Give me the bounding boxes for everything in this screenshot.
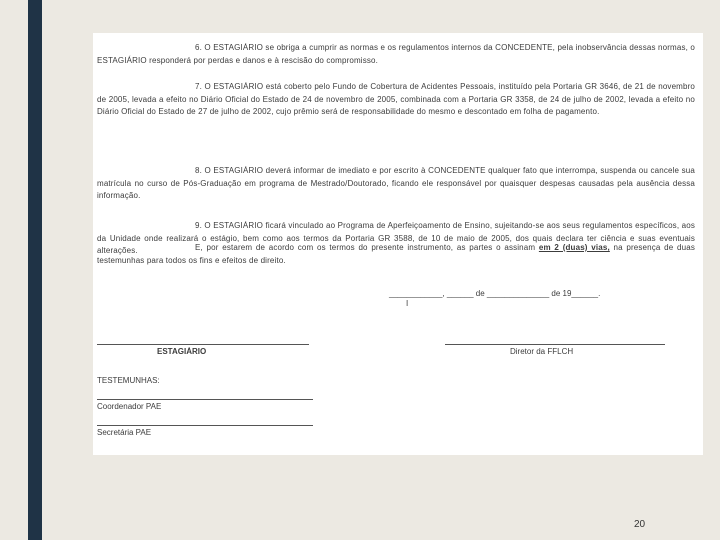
witness1-signature-line: [97, 399, 313, 400]
clause-8: 8. O ESTAGIÁRIO deverá informar de imediato e por escrito à CONCEDENTE qualquer fato que interrompa, suspenda ou cancele sua matrícula no curso de Pós-Graduação em programa de Mestrado/Doutorado, ficando ele responsável por quaisquer despesas causadas pela ausência dessa informação.: [97, 166, 695, 200]
left-accent-bar: [28, 0, 42, 540]
diretor-label: Diretor da FFLCH: [510, 347, 574, 356]
scanned-document: [93, 33, 703, 455]
witness2-label: Secretária PAE: [97, 428, 152, 437]
estagiario-signature-line: [97, 344, 309, 345]
date-line: ____________, ______ de ______________ de 19______.: [389, 289, 601, 298]
date-mark: I: [406, 299, 409, 308]
diretor-signature-line: [445, 344, 665, 345]
witness2-signature-line: [97, 425, 313, 426]
witness1-label: Coordenador PAE: [97, 402, 162, 411]
page-number: 20: [634, 519, 646, 530]
clause-e: E, por estarem de acordo com os termos do presente instrumento, as partes o assinam em 2 (duas) vias, na presença de duas testemunhas para todos os fins e efeitos de direito.: [97, 243, 696, 265]
testemunhas-label: TESTEMUNHAS:: [97, 376, 160, 385]
estagiario-label: ESTAGIÁRIO: [157, 347, 207, 356]
clause-7: 7. O ESTAGIÁRIO está coberto pelo Fundo de Cobertura de Acidentes Pessoais, instituído pela Portaria GR 3646, de 21 de novembro de 2005, levada a efeito no Diário Oficial do Estado de 24 de novembro de 2005, combinada com a Portaria GR 3358, de 24 de julho de 2002, levada a efeito no Diário Oficial do Estado de 27 de julho de 2002, cujo prêmio será de responsabilidade do mesmo e descontado em folha de pagamento.: [97, 82, 695, 116]
clause-6: 6. O ESTAGIÁRIO se obriga a cumprir as normas e os regulamentos internos da CONCEDENTE, pela inobservância dessas normas, o ESTAGIÁRIO responderá por perdas e danos e à rescisão do compromisso.: [97, 43, 695, 65]
clause-9: 9. O ESTAGIÁRIO ficará vinculado ao Programa de Aperfeiçoamento de Ensino, sujeitando-se aos seus regulamentos específicos, aos da Unidade onde realizará o estágio, bem como aos termos da Portaria GR 3588, de 10 de maio de 2005, dos quais declara ter ciência e suas eventuais alterações.: [97, 221, 695, 255]
